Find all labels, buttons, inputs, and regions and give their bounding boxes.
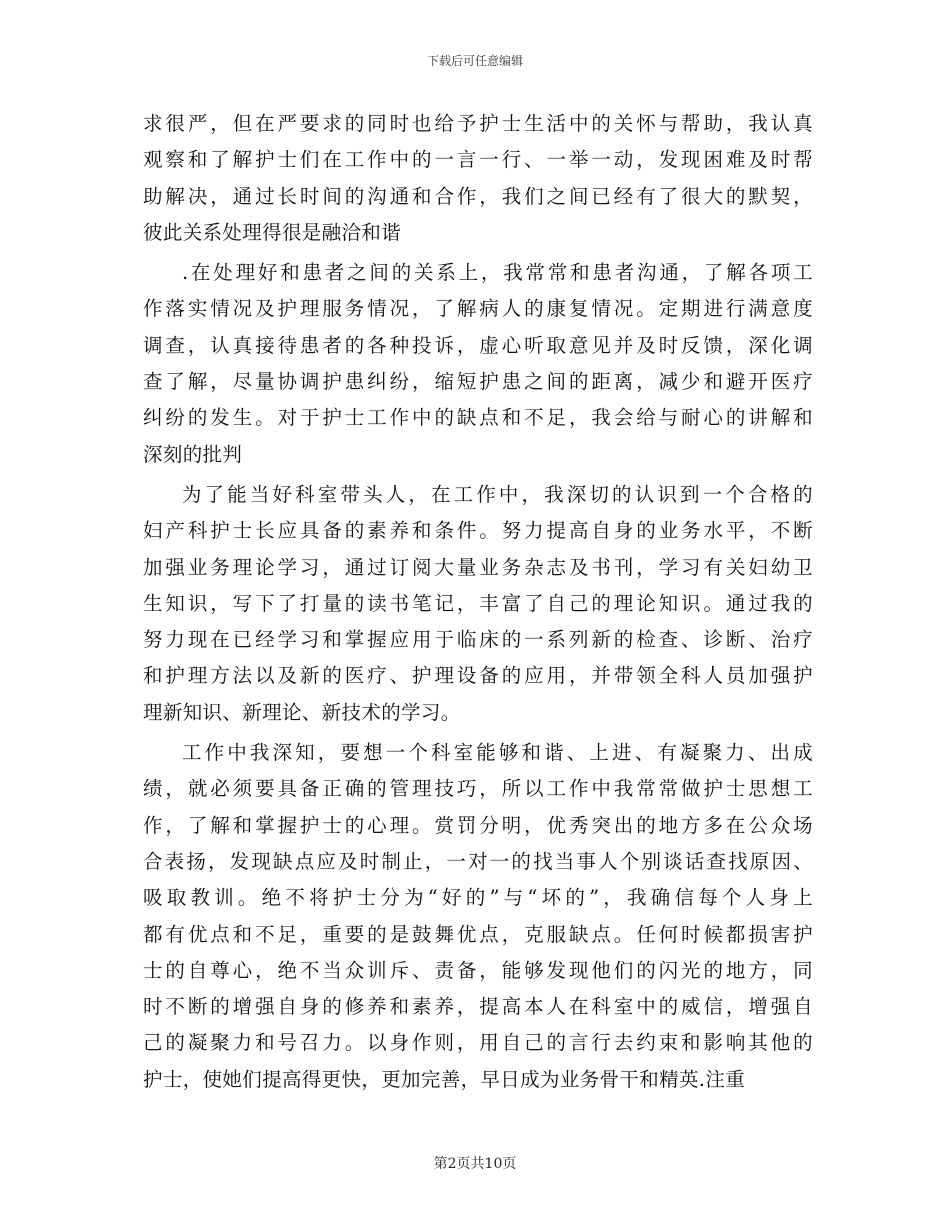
text-line: 都有优点和不足，重要的是鼓舞优点，克服缺点。任何时候都损害护 [143,922,813,946]
text-line: 时不断的增强自身的修养和素养，提高本人在科室中的威信，增强自 [143,995,813,1019]
text-line: 理新知识、新理论、新技术的学习。 [143,700,461,724]
text-line: 合表扬，发现缺点应及时制止，一对一的找当事人个别谈话查找原因、 [143,849,813,873]
text-line: 助解决，通过长时间的沟通和合作，我们之间已经有了很大的默契， [143,184,813,208]
text-line: .在处理好和患者之间的关系上，我常常和患者沟通，了解各项工 [182,261,813,285]
text-line: 作落实情况及护理服务情况，了解病人的康复情况。定期进行满意度 [143,297,813,321]
paragraph [143,106,813,251]
text-line: 观察和了解护士们在工作中的一言一行、一举一动，发现困难及时帮 [143,148,813,172]
text-line: 己的凝聚力和号召力。以身作则，用自己的言行去约束和影响其他的 [143,1031,813,1055]
paragraph [143,477,813,731]
text-line: 吸取教训。绝不将护士分为“好的”与“坏的”，我确信每个人身上 [143,886,813,910]
text-line: 作，了解和掌握护士的心理。赏罚分明，优秀突出的地方多在公众场 [143,813,813,837]
text-line: 和护理方法以及新的医疗、护理设备的应用，并带领全科人员加强护 [143,664,813,688]
text-line: 求很严，但在严要求的同时也给予护士生活中的关怀与帮助，我认真 [143,112,813,135]
text-line: 工作中我深知，要想一个科室能够和谐、上进、有凝聚力、出成 [182,741,813,765]
text-line: 调查，认真接待患者的各种投诉，虚心听取意见并及时反馈，深化调 [143,333,813,357]
text-line: 加强业务理论学习，通过订阅大量业务杂志及书刊，学习有关妇幼卫 [143,555,813,579]
text-line: 深刻的批判 [143,442,243,466]
page-footer: 第2页共10页 [433,1156,517,1172]
text-line: 士的自尊心，绝不当众训斥、责备，能够发现他们的闪光的地方，同 [143,958,813,982]
paragraph [143,255,813,473]
text-line: 纠纷的发生。对于护士工作中的缺点和不足，我会给与耐心的讲解和 [143,406,813,430]
text-line: 生知识，写下了打量的读书笔记，丰富了自己的理论知识。通过我的 [143,591,813,615]
text-line: 妇产科护士长应具备的素养和条件。努力提高自身的业务水平，不断 [143,519,813,543]
text-line: 彼此关系处理得很是融洽和谐 [143,220,402,244]
body-text [143,106,813,1098]
text-line: 为了能当好科室带头人，在工作中，我深切的认识到一个合格的 [182,482,813,506]
text-line: 绩，就必须要具备正确的管理技巧，所以工作中我常常做护士思想工 [143,777,813,801]
page-header: 下载后可任意编辑 [426,54,523,68]
text-line: 努力现在已经学习和掌握应用于临床的一系列新的检查、诊断、治疗 [143,628,813,652]
text-line: 查了解，尽量协调护患纠纷，缩短护患之间的距离，减少和避开医疗 [143,370,813,394]
text-line: 护士，使她们提高得更快，更加完善，早日成为业务骨干和精英.注重 [143,1067,746,1091]
paragraph [143,735,813,1098]
